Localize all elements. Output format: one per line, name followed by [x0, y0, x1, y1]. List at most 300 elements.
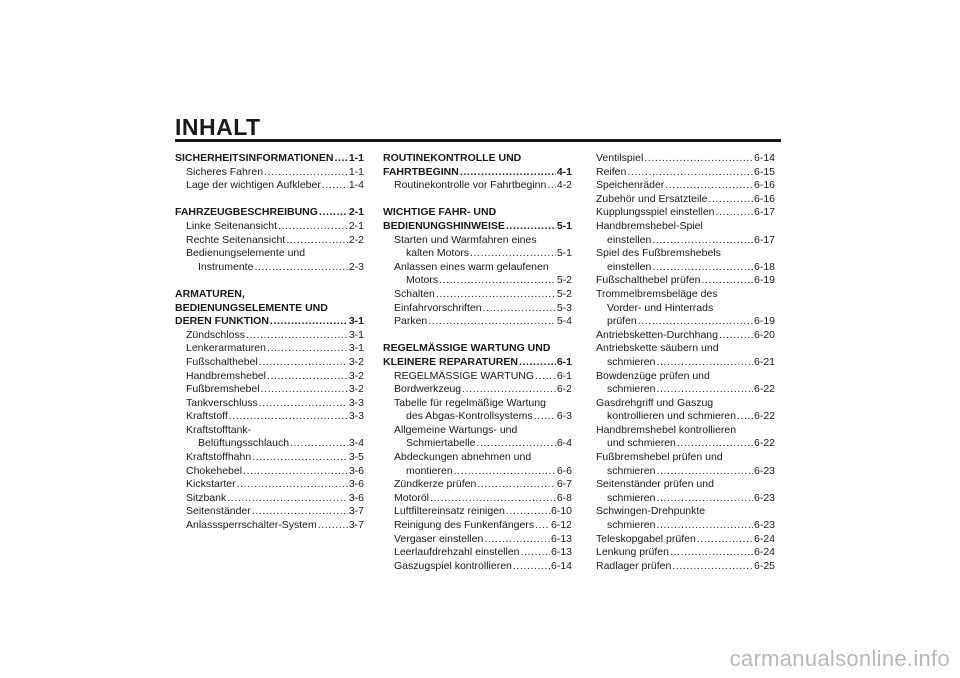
- toc-page-number: 3-4: [348, 437, 364, 450]
- toc-entry: [596, 220, 775, 234]
- watermark-url[interactable]: carmanualsonline.info: [729, 646, 950, 671]
- toc-entry: [596, 397, 775, 411]
- toc-page-number: 5-3: [556, 301, 572, 314]
- toc-page-number: 2-1: [348, 206, 364, 219]
- toc-column-2: [383, 152, 572, 573]
- toc-leader-dots: [462, 383, 556, 397]
- toc-entry-title: Routinekontrolle vor Fahrtbeginn: [394, 179, 547, 192]
- toc-entry[interactable]: [383, 410, 572, 424]
- toc-leader-dots: [454, 465, 556, 479]
- toc-leader-dots: [237, 478, 348, 492]
- toc-leader-dots: [708, 193, 753, 207]
- toc-leader-dots: [252, 451, 348, 465]
- toc-page-number: 5-1: [556, 247, 572, 260]
- toc-entry: [175, 247, 364, 261]
- toc-entry-title: Reifen: [596, 165, 627, 178]
- toc-page-number: 3-7: [348, 505, 364, 518]
- toc-entry[interactable]: [596, 193, 775, 207]
- toc-entry[interactable]: [175, 478, 364, 492]
- toc-leader-dots: [227, 492, 348, 506]
- toc-leader-dots: [278, 220, 348, 234]
- toc-page-number: 3-1: [348, 328, 364, 341]
- toc-entry-title: Handbremshebel: [186, 369, 266, 382]
- toc-entry[interactable]: [596, 329, 775, 343]
- toc-page-number: 6-13: [550, 532, 572, 545]
- toc-page-number: 3-6: [348, 478, 364, 491]
- toc-entry-title: schmieren: [607, 491, 656, 504]
- toc-entry[interactable]: [596, 492, 775, 506]
- toc-section-heading[interactable]: [383, 220, 572, 234]
- toc-entry-title: Fußbremshebel prüfen und: [596, 451, 723, 464]
- toc-entry: [383, 451, 572, 465]
- toc-page-number: 6-18: [753, 260, 775, 273]
- toc-leader-dots: [737, 410, 753, 424]
- toc-entry[interactable]: [596, 274, 775, 288]
- toc-leader-dots: [652, 261, 753, 275]
- toc-page-number: 3-6: [348, 491, 364, 504]
- toc-entry[interactable]: [596, 315, 775, 329]
- toc-page-number: 6-14: [550, 559, 572, 572]
- toc-entry-title: Ventilspiel: [596, 152, 644, 164]
- toc-entry-title: Vergaser einstellen: [394, 532, 484, 545]
- toc-page-number: 3-2: [348, 355, 364, 368]
- toc-entry-title: Motoröl: [394, 491, 430, 504]
- toc-leader-dots: [677, 437, 753, 451]
- toc-entry[interactable]: [596, 261, 775, 275]
- toc-page-number: 6-13: [550, 546, 572, 559]
- toc-leader-dots: [716, 206, 753, 220]
- toc-leader-dots: [547, 179, 555, 193]
- toc-entry-title: schmieren: [607, 355, 656, 368]
- toc-entry-title: Rechte Seitenansicht: [186, 233, 286, 246]
- toc-entry-title: BEDIENUNGSELEMENTE UND: [175, 301, 328, 314]
- toc-entry-title: Kraftstoffhahn: [186, 451, 252, 464]
- toc-entry[interactable]: [175, 356, 364, 370]
- toc-page-number: 6-7: [556, 478, 572, 491]
- toc-column-1: [175, 152, 364, 533]
- toc-entry: [596, 247, 775, 261]
- toc-entry[interactable]: [383, 546, 572, 560]
- toc-entry-title: Tankverschluss: [186, 396, 258, 409]
- toc-entry[interactable]: [383, 288, 572, 302]
- toc-leader-dots: [322, 179, 348, 193]
- toc-page-number: 6-24: [753, 546, 775, 559]
- toc-entry[interactable]: [596, 152, 775, 166]
- toc-entry-title: Lenkung prüfen: [596, 546, 669, 559]
- toc-page-number: 6-17: [753, 206, 775, 219]
- toc-page-number: 3-3: [348, 410, 364, 423]
- toc-entry[interactable]: [383, 370, 572, 384]
- toc-leader-dots: [259, 397, 348, 411]
- toc-entry-title: Handbremshebel-Spiel: [596, 219, 703, 232]
- toc-leader-dots: [535, 519, 550, 533]
- toc-entry[interactable]: [175, 492, 364, 506]
- toc-leader-dots: [246, 329, 348, 343]
- toc-leader-dots: [627, 166, 753, 180]
- toc-entry-title: Fußbremshebel: [186, 383, 260, 396]
- toc-entry-title: Kickstarter: [186, 478, 236, 491]
- toc-leader-dots: [513, 560, 550, 574]
- toc-leader-dots: [701, 274, 753, 288]
- toc-entry-title: Fußschalthebel: [186, 355, 258, 368]
- toc-entry: [383, 234, 572, 248]
- toc-page-number: 6-17: [753, 233, 775, 246]
- toc-leader-dots: [656, 465, 753, 479]
- toc-spacer: [383, 329, 572, 343]
- toc-entry[interactable]: [596, 519, 775, 533]
- toc-leader-dots: [519, 356, 556, 370]
- toc-entry-title: kontrollieren und schmieren: [607, 410, 736, 423]
- toc-leader-dots: [476, 437, 555, 451]
- toc-entry[interactable]: [596, 356, 775, 370]
- toc-page-number: 5-2: [556, 274, 572, 287]
- toc-entry-title: Leerlaufdrehzahl einstellen: [394, 546, 520, 559]
- toc-entry-title: Lenkerarmaturen: [186, 342, 266, 355]
- toc-entry[interactable]: [383, 179, 572, 193]
- toc-entry-title: schmieren: [607, 464, 656, 477]
- toc-section-heading[interactable]: [175, 315, 364, 329]
- toc-leader-dots: [470, 247, 556, 261]
- toc-page-number: 6-19: [753, 315, 775, 328]
- toc-page-number: 3-7: [348, 519, 364, 532]
- toc-page-number: 6-8: [556, 491, 572, 504]
- toc-entry-title: REGELMÄSSIGE WARTUNG: [394, 369, 535, 382]
- toc-entry-title: FAHRZEUGBESCHREIBUNG: [175, 206, 318, 219]
- toc-leader-dots: [534, 410, 556, 424]
- toc-entry-title: Bedienungselemente und: [186, 247, 306, 260]
- toc-entry[interactable]: [596, 533, 775, 547]
- toc-leader-dots: [290, 437, 348, 451]
- toc-entry[interactable]: [383, 478, 572, 492]
- toc-entry-title: WICHTIGE FAHR- UND: [383, 206, 497, 219]
- toc-leader-dots: [286, 234, 348, 248]
- toc-entry: [596, 478, 775, 492]
- toc-leader-dots: [477, 478, 556, 492]
- toc-section-heading[interactable]: [383, 356, 572, 370]
- toc-entry-title: Luftfiltereinsatz reinigen: [394, 505, 505, 518]
- toc-leader-dots: [460, 166, 556, 180]
- toc-entry[interactable]: [175, 179, 364, 193]
- toc-entry-title: einstellen: [607, 233, 652, 246]
- toc-page-number: 6-23: [753, 464, 775, 477]
- toc-entry-title: Starten und Warmfahren eines: [394, 233, 537, 246]
- toc-section-heading: [175, 302, 364, 316]
- toc-entry-title: Allgemeine Wartungs- und: [394, 423, 518, 436]
- toc-entry[interactable]: [175, 329, 364, 343]
- toc-leader-dots: [259, 356, 348, 370]
- toc-leader-dots: [439, 274, 556, 288]
- toc-column-3: [596, 152, 775, 573]
- toc-entry: [596, 505, 775, 519]
- toc-section-heading: [383, 206, 572, 220]
- toc-entry-title: Tabelle für regelmäßige Wartung: [394, 396, 546, 409]
- toc-leader-dots: [656, 492, 753, 506]
- toc-entry-title: ARMATUREN,: [175, 287, 245, 300]
- toc-page-number: 6-22: [753, 437, 775, 450]
- toc-entry[interactable]: [383, 274, 572, 288]
- toc-entry[interactable]: [175, 234, 364, 248]
- toc-entry-title: einstellen: [607, 260, 652, 273]
- toc-page-number: 3-1: [348, 315, 364, 328]
- toc-entry[interactable]: [596, 410, 775, 424]
- toc-entry-title: BEDIENUNGSHINWEISE: [383, 219, 505, 232]
- toc-entry-title: prüfen: [607, 315, 637, 328]
- toc-page-number: 1-4: [348, 179, 364, 192]
- toc-entry[interactable]: [596, 166, 775, 180]
- toc-entry[interactable]: [175, 410, 364, 424]
- toc-leader-dots: [318, 519, 348, 533]
- toc-entry-title: Schwingen-Drehpunkte: [596, 505, 706, 518]
- toc-entry-title: Anlassen eines warm gelaufenen: [394, 260, 549, 273]
- toc-entry-title: Bordwerkzeug: [394, 383, 462, 396]
- toc-page-number: 6-1: [556, 355, 572, 368]
- toc-section-heading[interactable]: [383, 166, 572, 180]
- toc-page-number: 6-2: [556, 383, 572, 396]
- toc-entry[interactable]: [383, 302, 572, 316]
- toc-entry: [175, 424, 364, 438]
- toc-entry[interactable]: [596, 383, 775, 397]
- toc-page-number: 6-23: [753, 519, 775, 532]
- toc-entry[interactable]: [175, 397, 364, 411]
- toc-entry[interactable]: [596, 437, 775, 451]
- toc-leader-dots: [267, 370, 348, 384]
- toc-entry[interactable]: [175, 465, 364, 479]
- toc-leader-dots: [261, 383, 348, 397]
- toc-leader-dots: [264, 166, 348, 180]
- toc-leader-dots: [430, 492, 556, 506]
- toc-leader-dots: [665, 179, 753, 193]
- toc-leader-dots: [229, 410, 348, 424]
- toc-entry-title: Lage der wichtigen Aufkleber: [186, 179, 321, 192]
- toc-page-number: 6-24: [753, 532, 775, 545]
- toc-entry-title: Bowdenzüge prüfen und: [596, 369, 710, 382]
- toc-leader-dots: [506, 220, 556, 234]
- toc-entry-title: Handbremshebel kontrollieren: [596, 423, 737, 436]
- toc-leader-dots: [521, 546, 550, 560]
- toc-page-number: 2-2: [348, 233, 364, 246]
- toc-entry-title: Radlager prüfen: [596, 559, 672, 572]
- toc-entry[interactable]: [175, 383, 364, 397]
- toc-page-number: 6-16: [753, 192, 775, 205]
- toc-section-heading[interactable]: [175, 152, 364, 166]
- toc-entry: [596, 288, 775, 302]
- toc-entry[interactable]: [596, 206, 775, 220]
- toc-page-number: 6-19: [753, 274, 775, 287]
- toc-entry-title: Vorder- und Hinterrads: [607, 301, 714, 314]
- toc-entry-title: Sicheres Fahren: [186, 165, 264, 178]
- toc-entry-title: Instrumente: [198, 260, 254, 273]
- toc-entry[interactable]: [175, 451, 364, 465]
- toc-entry-title: und schmieren: [607, 437, 676, 450]
- toc-entry[interactable]: [175, 519, 364, 533]
- toc-page-number: 4-1: [556, 165, 572, 178]
- toc-entry-title: Kraftstofftank-: [186, 423, 252, 436]
- toc-entry[interactable]: [596, 234, 775, 248]
- toc-entry[interactable]: [175, 342, 364, 356]
- toc-entry-title: Kupplungsspiel einstellen: [596, 206, 715, 219]
- toc-entry-title: ROUTINEKONTROLLE UND: [383, 152, 522, 164]
- toc-entry[interactable]: [596, 179, 775, 193]
- toc-leader-dots: [436, 288, 556, 302]
- toc-page-number: 1-1: [348, 165, 364, 178]
- toc-entry-title: Einfahrvorschriften: [394, 301, 482, 314]
- toc-entry-title: schmieren: [607, 519, 656, 532]
- toc-entry-title: Gaszugspiel kontrollieren: [394, 559, 512, 572]
- toc-leader-dots: [252, 505, 348, 519]
- toc-entry-title: kalten Motors: [406, 247, 470, 260]
- toc-page-number: 3-6: [348, 464, 364, 477]
- toc-entry[interactable]: [383, 315, 572, 329]
- toc-entry-title: Parken: [394, 315, 428, 328]
- toc-page-number: 6-25: [753, 559, 775, 572]
- toc-entry[interactable]: [596, 560, 775, 574]
- toc-entry-title: des Abgas-Kontrollsystems: [406, 410, 533, 423]
- toc-entry[interactable]: [383, 247, 572, 261]
- toc-entry-title: Chokehebel: [186, 464, 243, 477]
- toc-page-number: 6-22: [753, 383, 775, 396]
- page-title: INHALT: [175, 114, 261, 140]
- toc-entry-title: Linke Seitenansicht: [186, 219, 278, 232]
- toc-entry-title: Schalten: [394, 287, 435, 300]
- title-rule: [175, 139, 781, 142]
- toc-section-heading: [383, 152, 572, 166]
- toc-entry[interactable]: [175, 166, 364, 180]
- toc-entry-title: KLEINERE REPARATUREN: [383, 355, 518, 368]
- toc-entry-title: montieren: [406, 464, 453, 477]
- toc-page-number: 6-4: [556, 437, 572, 450]
- toc-entry-title: Reinigung des Funkenfängers: [394, 519, 535, 532]
- toc-page-number: 6-21: [753, 355, 775, 368]
- toc-entry-title: DEREN FUNKTION: [175, 315, 269, 328]
- toc-page-number: 5-1: [556, 219, 572, 232]
- toc-entry[interactable]: [383, 533, 572, 547]
- toc-entry[interactable]: [383, 383, 572, 397]
- toc-leader-dots: [697, 533, 753, 547]
- toc-entry-title: Speichenräder: [596, 179, 665, 192]
- toc-leader-dots: [656, 383, 753, 397]
- toc-spacer: [175, 193, 364, 207]
- toc-leader-dots: [535, 370, 556, 384]
- toc-page-number: 3-1: [348, 342, 364, 355]
- toc-leader-dots: [652, 234, 753, 248]
- toc-page-number: 6-23: [753, 491, 775, 504]
- toc-entry: [596, 424, 775, 438]
- toc-entry-title: Fußschalthebel prüfen: [596, 274, 701, 287]
- toc-entry-title: Spiel des Fußbremshebels: [596, 247, 721, 260]
- toc-leader-dots: [483, 302, 556, 316]
- toc-entry[interactable]: [383, 465, 572, 479]
- toc-page-number: 3-3: [348, 396, 364, 409]
- toc-entry[interactable]: [596, 546, 775, 560]
- toc-page-number: 3-2: [348, 369, 364, 382]
- toc-page-number: 5-2: [556, 287, 572, 300]
- toc-leader-dots: [656, 356, 753, 370]
- toc-entry-title: SICHERHEITSINFORMATIONEN: [175, 152, 334, 164]
- toc-page-number: 6-16: [753, 179, 775, 192]
- toc-page-number: 6-20: [753, 328, 775, 341]
- toc-page-number: 6-10: [550, 505, 572, 518]
- toc-entry: [596, 342, 775, 356]
- toc-page-number: 1-1: [348, 152, 364, 164]
- toc-leader-dots: [638, 315, 753, 329]
- toc-leader-dots: [484, 533, 550, 547]
- toc-leader-dots: [243, 465, 348, 479]
- toc-leader-dots: [719, 329, 753, 343]
- toc-page-number: 6-1: [556, 369, 572, 382]
- toc-entry-title: Motors: [406, 274, 439, 287]
- toc-leader-dots: [428, 315, 556, 329]
- toc-entry-title: Gasdrehgriff und Gaszug: [596, 396, 714, 409]
- toc-entry-title: Teleskopgabel prüfen: [596, 532, 696, 545]
- toc-entry: [383, 424, 572, 438]
- toc-page-number: 6-15: [753, 165, 775, 178]
- toc-page-number: 6-22: [753, 410, 775, 423]
- toc-entry-title: Seitenständer prüfen und: [596, 478, 714, 491]
- toc-entry[interactable]: [383, 560, 572, 574]
- toc-leader-dots: [267, 342, 348, 356]
- toc-entry[interactable]: [383, 492, 572, 506]
- toc-entry-title: REGELMÄSSIGE WARTUNG UND: [383, 342, 551, 355]
- toc-entry: [596, 451, 775, 465]
- toc-page-number: 4-2: [556, 179, 572, 192]
- toc-entry[interactable]: [175, 505, 364, 519]
- toc-entry-title: Seitenständer: [186, 505, 251, 518]
- toc-leader-dots: [254, 261, 347, 275]
- toc-page-number: 2-3: [348, 260, 364, 273]
- toc-leader-dots: [644, 152, 753, 166]
- toc-entry-title: Schmiertabelle: [406, 437, 476, 450]
- toc-entry[interactable]: [175, 437, 364, 451]
- toc-entry-title: Zündschloss: [186, 328, 245, 341]
- toc-leader-dots: [334, 152, 347, 166]
- toc-entry-title: Abdeckungen abnehmen und: [394, 451, 532, 464]
- toc-entry-title: Anlasssperrschalter-System: [186, 519, 317, 532]
- toc-section-heading: [175, 288, 364, 302]
- toc-page-number: 2-1: [348, 219, 364, 232]
- toc-entry[interactable]: [383, 437, 572, 451]
- toc-entry-title: Zubehör und Ersatzteile: [596, 192, 708, 205]
- toc-entry[interactable]: [175, 261, 364, 275]
- toc-page-number: 3-5: [348, 451, 364, 464]
- toc-entry[interactable]: [383, 505, 572, 519]
- toc-leader-dots: [656, 519, 753, 533]
- toc-entry-title: Zündkerze prüfen: [394, 478, 477, 491]
- toc-section-heading[interactable]: [175, 206, 364, 220]
- toc-entry: [596, 302, 775, 316]
- toc-leader-dots: [270, 315, 348, 329]
- toc-entry-title: Belüftungsschlauch: [198, 437, 290, 450]
- toc-leader-dots: [319, 206, 348, 220]
- toc-entry[interactable]: [175, 370, 364, 384]
- toc-entry[interactable]: [383, 519, 572, 533]
- toc-entry-title: Antriebskette säubern und: [596, 342, 719, 355]
- toc-entry[interactable]: [596, 465, 775, 479]
- toc-entry-title: FAHRTBEGINN: [383, 165, 459, 178]
- toc-page-number: 6-3: [556, 410, 572, 423]
- toc-entry-title: Antriebsketten-Durchhang: [596, 328, 718, 341]
- toc-leader-dots: [506, 505, 550, 519]
- toc-section-heading: [383, 342, 572, 356]
- toc-spacer: [383, 193, 572, 207]
- toc-entry-title: Sitzbank: [186, 491, 227, 504]
- toc-entry[interactable]: [175, 220, 364, 234]
- toc-page-number: 5-4: [556, 315, 572, 328]
- toc-page-number: 3-2: [348, 383, 364, 396]
- toc-leader-dots: [670, 546, 753, 560]
- toc-page-number: 6-6: [556, 464, 572, 477]
- toc-entry: [383, 397, 572, 411]
- toc-page-number: 6-12: [550, 519, 572, 532]
